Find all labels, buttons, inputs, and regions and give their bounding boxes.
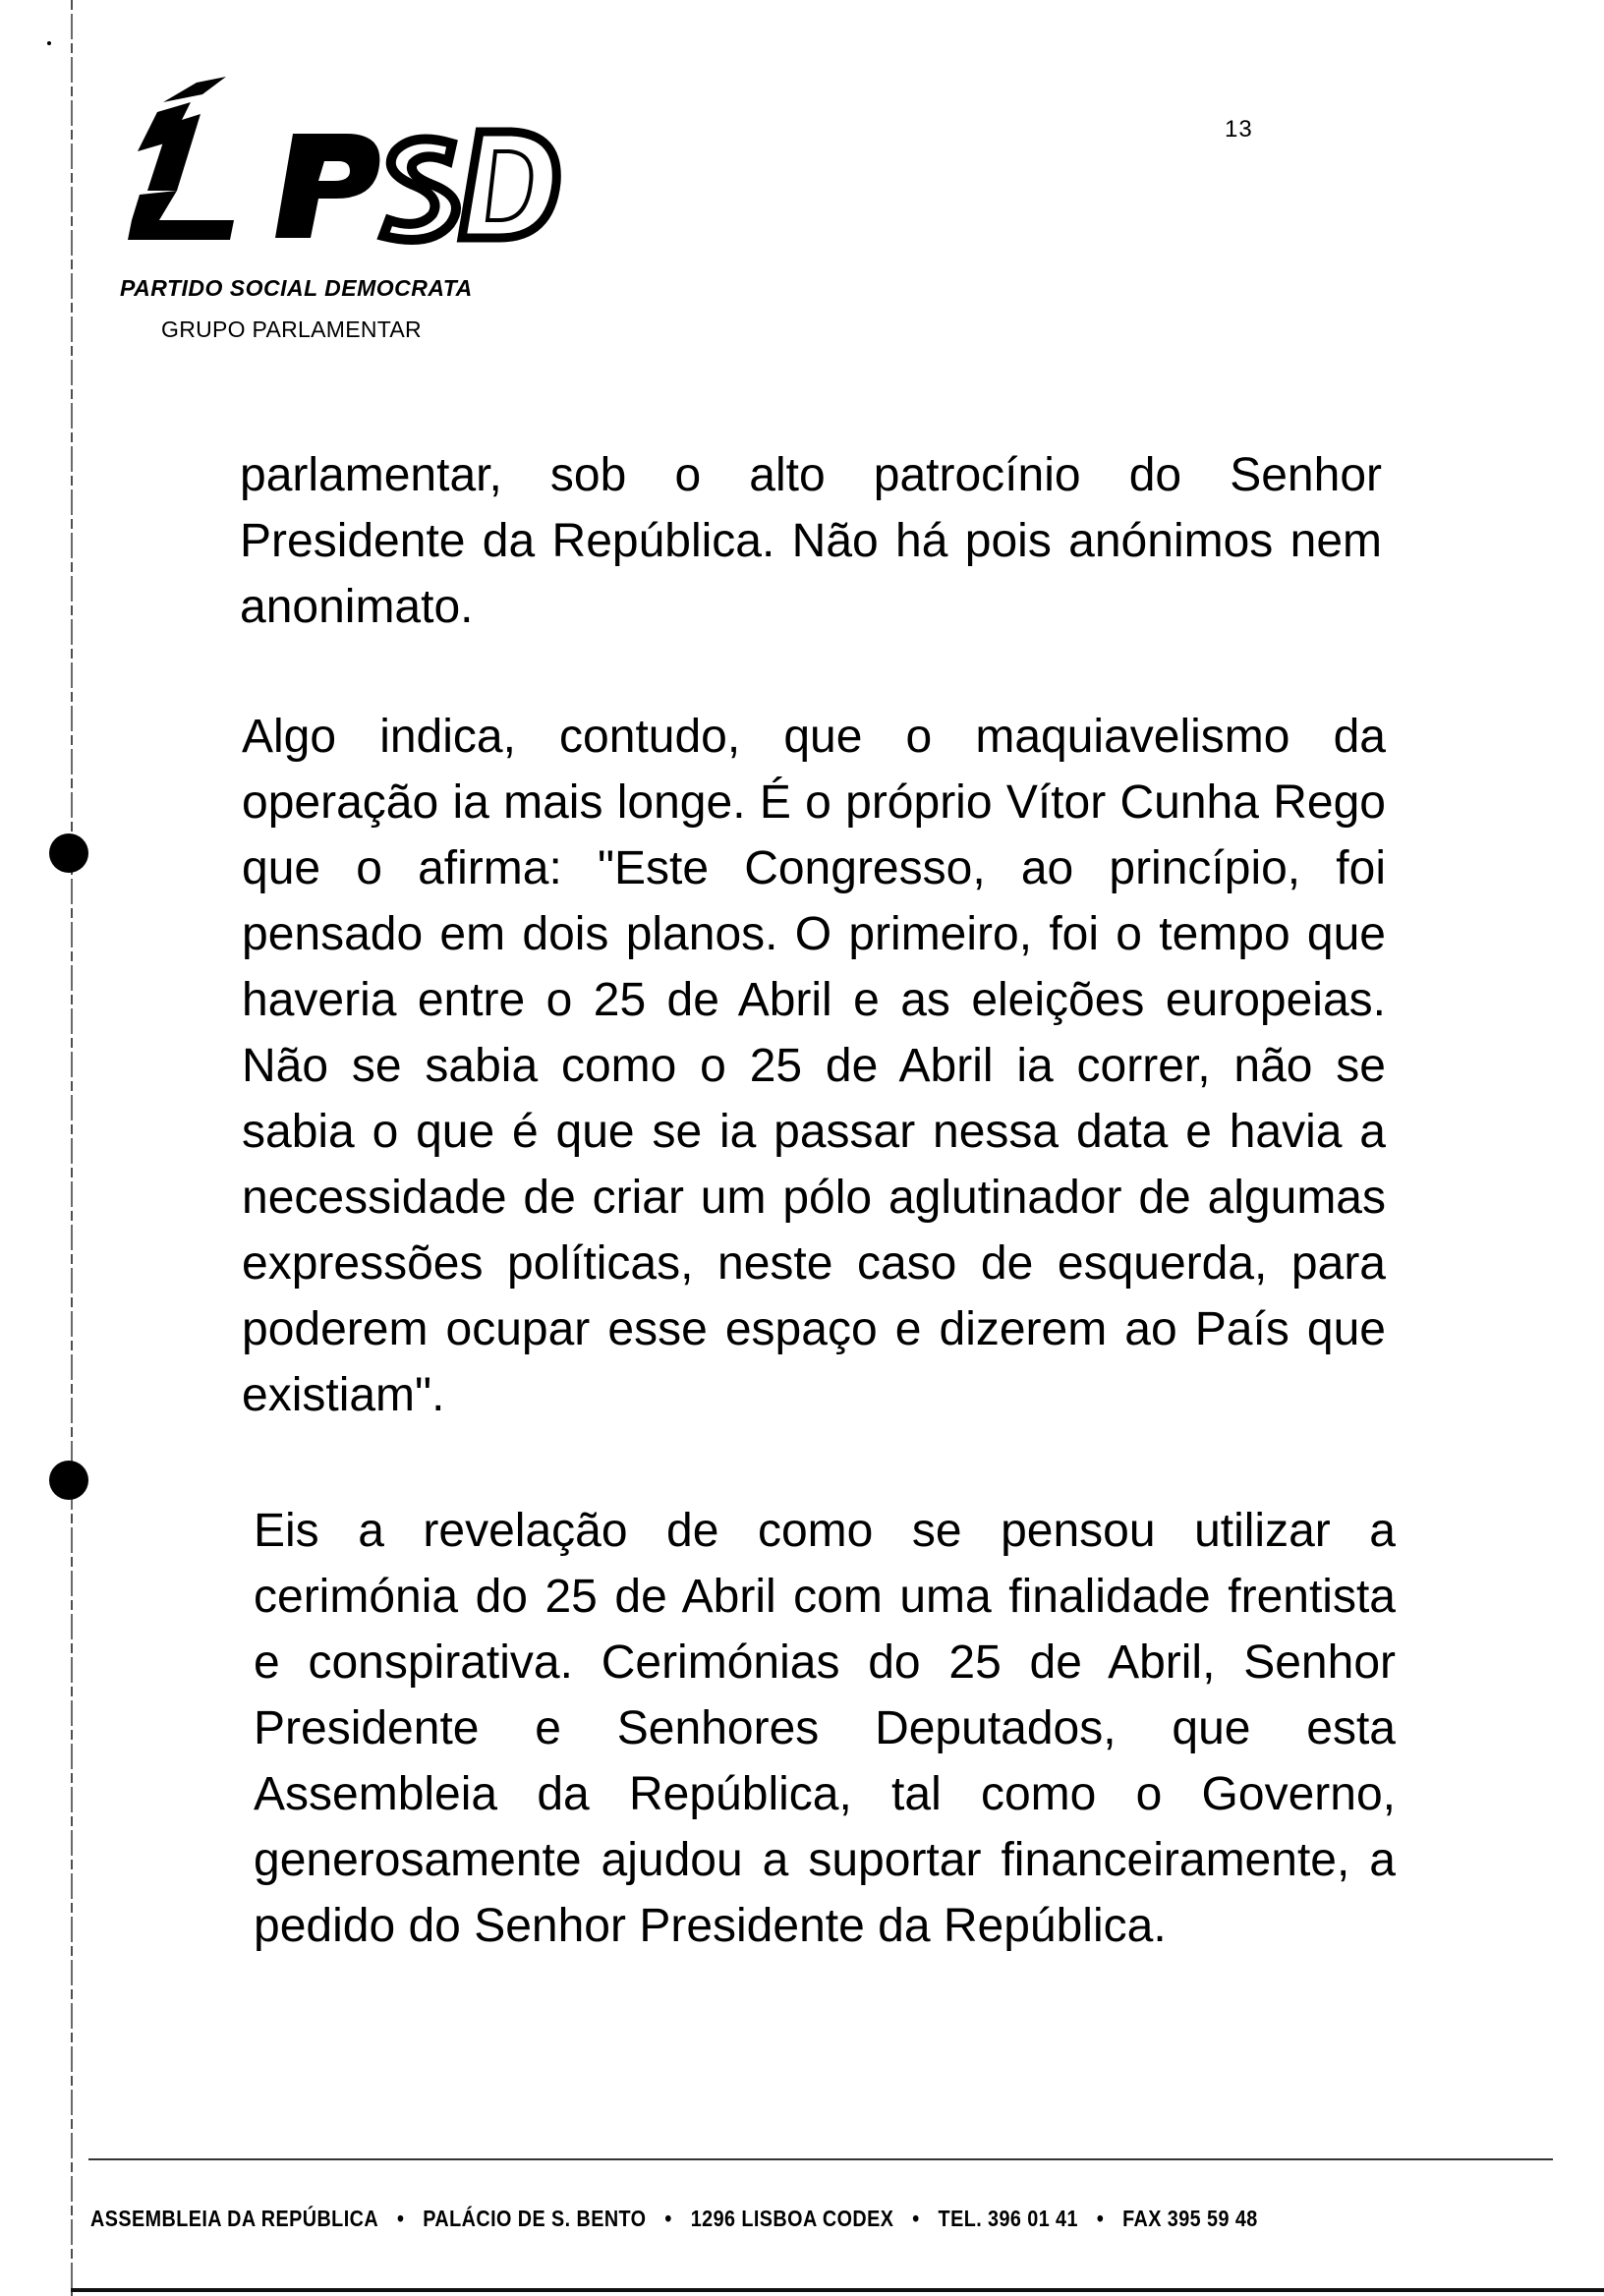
paragraph-3: Eis a revelação de como se pensou utilizar a cerimónia do 25 de Abril com uma finalidade frentista e conspirativa. Cerimónias do 25 de Abril, Senhor Presidente e Senhores Deputados, que esta Assembleia da República, tal como o Governo, generosamente ajudou a suportar financeiramente, a pedido do Senhor Presidente da República. [254,1505,1396,1952]
page-number: 13 [1225,116,1253,143]
footer-postal: 1296 LISBOA CODEX [690,2206,894,2231]
psd-logo [118,73,609,342]
party-name: PARTIDO SOCIAL DEMOCRATA [120,275,473,301]
footer-fax: FAX 395 59 48 [1122,2206,1258,2231]
psd-logo-mark [118,73,609,269]
paragraph-1: parlamentar, sob o alto patrocínio do Senhor Presidente da República. Não há pois anónimos nem anonimato. [240,449,1382,633]
footer-institution: ASSEMBLEIA DA REPÚBLICA [90,2206,379,2231]
footer-rule [88,2158,1553,2160]
footer-address [90,2206,1342,2232]
paragraph-2: Algo indica, contudo, que o maquiavelismo da operação ia mais longe. É o próprio Vítor Cunha Rego que o afirma: "Este Congresso, ao princípio, foi pensado em dois planos. O primeiro, foi o tempo que haveria entre o 25 de Abril e as eleições europeias. Não se sabia como o 25 de Abril ia correr, não se sabia o que é que se ia passar nessa data e havia a necessidade de criar um pólo aglutinador de algumas expressões políticas, neste caso de esquerda, para poderem ocupar esse espaço e dizerem ao País que existiam". [242,711,1386,1421]
scan-bottom-line [71,2288,1604,2292]
footer-building: PALÁCIO DE S. BENTO [423,2206,647,2231]
scan-edge-line [71,0,73,2296]
punch-hole [49,1461,88,1500]
footer-separator: • [1096,2206,1105,2231]
group-name: GRUPO PARLAMENTAR [161,316,422,342]
footer-separator: • [664,2206,672,2231]
footer-phone: TEL. 396 01 41 [938,2206,1078,2231]
footer-separator: • [912,2206,920,2231]
footer-separator: • [396,2206,405,2231]
punch-hole [49,833,88,873]
scan-speck [47,41,51,45]
